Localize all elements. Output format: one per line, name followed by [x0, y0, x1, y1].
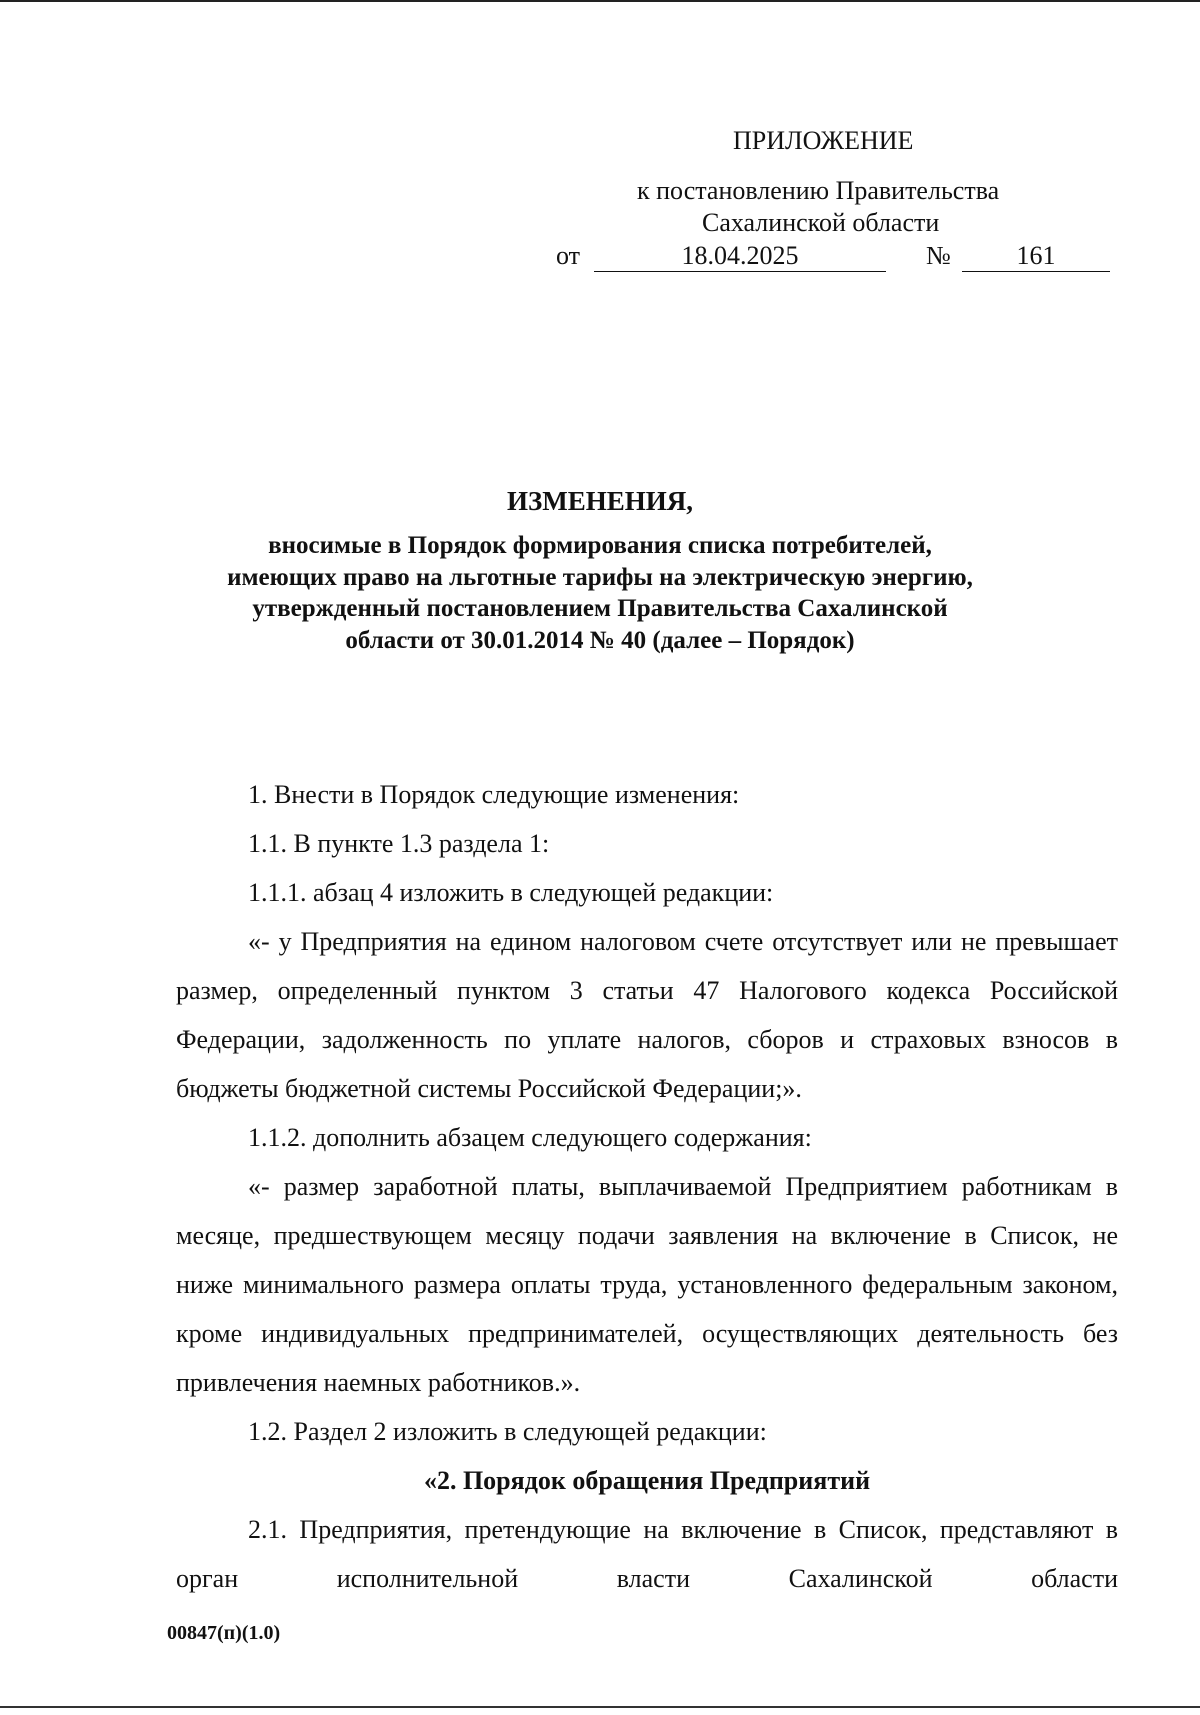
- paragraph: 2.1. Предприятия, претендующие на включение в Список, представляют в орган исполнительной власти Сахалинской области: [176, 1515, 1118, 1593]
- document-body: [176, 770, 1118, 1603]
- subtitle-line: утвержденный постановлением Правительства Сахалинской: [252, 595, 948, 622]
- paragraph: «- размер заработной платы, выплачиваемой Предприятием работникам в месяце, предшествующем месяцу подачи заявления на включение в Список, не ниже минимального размера оплаты труда, установленного федеральным законом, кроме индивидуальных предпринимателей, осуществляющих деятельность без привлечения наемных работников.».: [176, 1172, 1118, 1397]
- appendix-region-line: Сахалинской области: [702, 208, 940, 237]
- document-title: ИЗМЕНЕНИЯ,: [506, 486, 693, 516]
- paragraph: 1.2. Раздел 2 изложить в следующей редакции:: [248, 1417, 767, 1446]
- number-sign: №: [926, 241, 951, 270]
- appendix-resolution-line: к постановлению Правительства: [637, 176, 1000, 205]
- subtitle-line: области от 30.01.2014 № 40 (далее – Порядок): [345, 626, 855, 654]
- paragraph: «- у Предприятия на едином налоговом счете отсутствует или не превышает размер, определенный пунктом 3 статьи 47 Налогового кодекса Российской Федерации, задолженность по уплате налогов, сборов и страховых взносов в бюджеты бюджетной системы Российской Федерации;».: [176, 927, 1118, 1103]
- appendix-title: ПРИЛОЖЕНИЕ: [733, 126, 914, 155]
- appendix-date-number-row: [556, 241, 1116, 275]
- subtitle-line: имеющих право на льготные тарифы на электрическую энергию,: [227, 563, 973, 591]
- paragraph: 1.1.2. дополнить абзацем следующего содержания:: [248, 1123, 812, 1152]
- page-bottom-edge: [0, 1706, 1200, 1708]
- resolution-date: 18.04.2025: [594, 241, 886, 272]
- document-code: 00847(п)(1.0): [167, 1622, 281, 1644]
- document-subtitle: [0, 530, 1200, 656]
- subtitle-line: вносимые в Порядок формирования списка потребителей,: [268, 532, 932, 559]
- from-label: от: [556, 241, 581, 270]
- paragraph: 1.1. В пункте 1.3 раздела 1:: [248, 829, 550, 858]
- paragraph: 1.1.1. абзац 4 изложить в следующей редакции:: [248, 878, 774, 907]
- resolution-number: 161: [962, 241, 1110, 272]
- page-top-edge: [0, 0, 1200, 2]
- section-heading: «2. Порядок обращения Предприятий: [423, 1466, 871, 1495]
- paragraph: 1. Внести в Порядок следующие изменения:: [248, 780, 740, 809]
